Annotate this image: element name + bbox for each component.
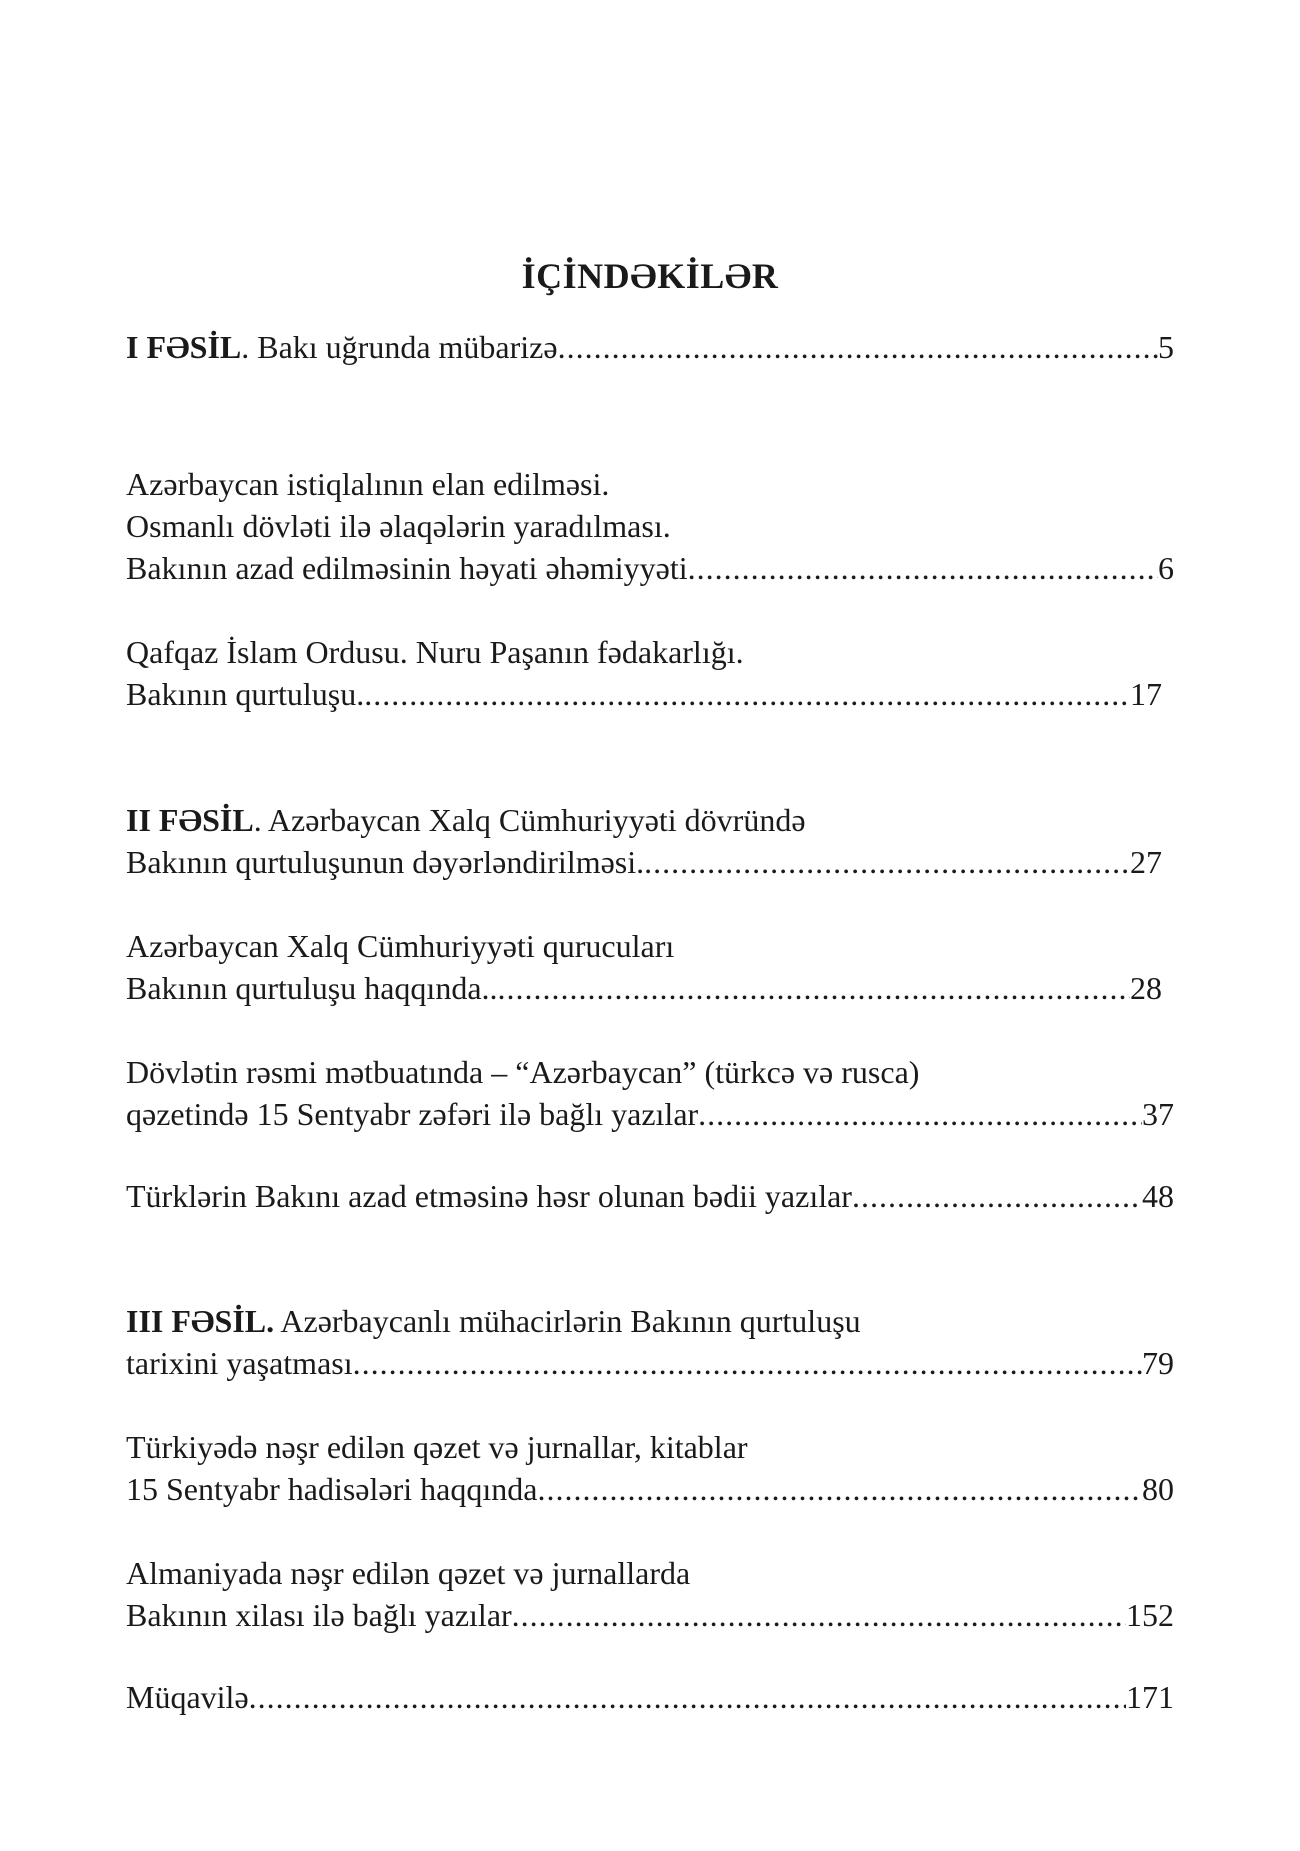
toc-entry-chapter-2[interactable] xyxy=(126,796,806,844)
toc-entry-line: Azərbaycan Xalq Cümhuriyyəti qurucuları xyxy=(126,928,675,964)
toc-entry-text: tarixini yaşatması xyxy=(126,1345,353,1381)
leader-dots xyxy=(558,323,1158,371)
chapter-label: I FƏSİL xyxy=(126,329,242,365)
leader-dots xyxy=(364,670,1130,718)
toc-entry-8[interactable] xyxy=(126,1465,1174,1513)
leader-dots xyxy=(249,1673,1126,1721)
toc-entry-text: Türklərin Bakını azad etməsinə həsr olunan bədii yazılar xyxy=(126,1178,852,1214)
toc-entry-9[interactable] xyxy=(126,1591,1174,1639)
toc-entry-text: Azərbaycanlı mühacirlərin Bakının qurtuluşu xyxy=(274,1303,861,1339)
page-number: 79 xyxy=(1142,1345,1174,1381)
leader-dots xyxy=(353,1339,1142,1387)
chapter-separator: . xyxy=(241,329,250,365)
toc-entry-line: Türkiyədə nəşr edilən qəzet və jurnallar, kitablar xyxy=(126,1429,748,1465)
leader-dots xyxy=(644,838,1130,886)
toc-entry-4[interactable] xyxy=(126,964,1162,1012)
toc-entry-text: qəzetində 15 Sentyabr zəfəri ilə bağlı yazılar xyxy=(126,1096,699,1132)
toc-entry-line: Qafqaz İslam Ordusu. Nuru Paşanın fədakarlığı. xyxy=(126,634,744,670)
chapter-label: III FƏSİL. xyxy=(126,1303,275,1339)
leader-dots xyxy=(498,964,1130,1012)
toc-entry-line: Dövlətin rəsmi mətbuatında – “Azərbaycan” (türkcə və rusca) xyxy=(126,1054,920,1090)
page-number: 37 xyxy=(1142,1096,1174,1132)
toc-entry-6[interactable] xyxy=(126,1172,1174,1220)
leader-dots xyxy=(688,544,1158,592)
toc-entry-text: Bakının qurtuluşu. xyxy=(126,676,365,712)
toc-entry-chapter-1[interactable] xyxy=(126,323,1174,371)
toc-entry-text: Bakının qurtuluşu haqqında.. xyxy=(126,970,498,1006)
chapter-separator: . xyxy=(253,802,262,838)
page-number: 171 xyxy=(1126,1679,1174,1715)
chapter-label: II FƏSİL xyxy=(126,802,254,838)
toc-entry-line: Azərbaycan istiqlalının elan edilməsi. xyxy=(126,466,610,502)
toc-entry-text: 15 Sentyabr hadisələri haqqında xyxy=(126,1471,538,1507)
leader-dots xyxy=(698,1090,1142,1138)
page-number: 5 xyxy=(1158,329,1174,365)
toc-entry-text: Bakı uğrunda mübarizə xyxy=(249,329,558,365)
leader-dots xyxy=(852,1172,1142,1220)
page-number: 152 xyxy=(1126,1597,1174,1633)
page-number: 27 xyxy=(1130,844,1162,880)
toc-entry-10[interactable] xyxy=(126,1673,1174,1721)
leader-dots xyxy=(512,1591,1126,1639)
page-number: 6 xyxy=(1158,550,1174,586)
toc-entry-text: Müqavilə xyxy=(126,1679,249,1715)
page-number: 17 xyxy=(1130,676,1162,712)
toc-entry-7[interactable] xyxy=(126,1339,1174,1387)
page-title: İÇİNDƏKİLƏR xyxy=(521,256,779,296)
toc-entry-5[interactable] xyxy=(126,1090,1174,1138)
toc-entry-text: Bakının xilası ilə bağlı yazılar xyxy=(126,1597,512,1633)
page-number: 80 xyxy=(1142,1471,1174,1507)
toc-entry-1[interactable] xyxy=(126,544,1174,592)
page-number: 28 xyxy=(1130,970,1162,1006)
toc-entry-text: Bakının azad edilməsinin həyati əhəmiyyəti xyxy=(126,550,688,586)
toc-entry-chapter-3[interactable] xyxy=(126,1297,861,1345)
toc-entry-3[interactable] xyxy=(126,838,1162,886)
toc-entry-line: Osmanlı dövləti ilə əlaqələrin yaradılması. xyxy=(126,508,671,544)
toc-entry-text: Azərbaycan Xalq Cümhuriyyəti dövründə xyxy=(261,802,806,838)
toc-entry-2[interactable] xyxy=(126,670,1162,718)
leader-dots xyxy=(537,1465,1142,1513)
page-number: 48 xyxy=(1142,1178,1174,1214)
toc-entry-text: Bakının qurtuluşunun dəyərləndirilməsi. xyxy=(126,844,645,880)
toc-entry-line: Almaniyada nəşr edilən qəzet və jurnallarda xyxy=(126,1555,691,1591)
